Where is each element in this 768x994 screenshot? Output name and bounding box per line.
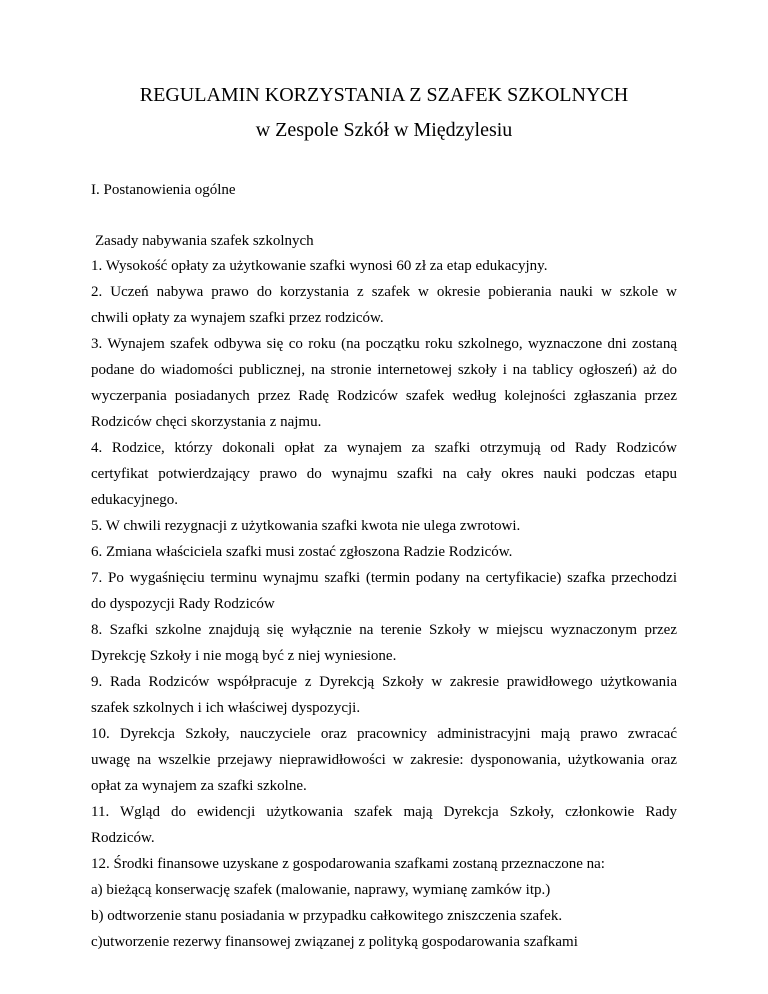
paragraph-line: podane do wiadomości publicznej, na stronie internetowej szkoły i na tablicy ogłoszeń) aż do — [91, 362, 677, 378]
paragraph-line: certyfikat potwierdzający prawo do wynajmu szafki na cały okres nauki podczas etapu — [91, 466, 677, 482]
paragraph-line: chwili opłaty za wynajem szafki przez rodziców. — [91, 310, 384, 326]
paragraph-line: b) odtworzenie stanu posiadania w przypadku całkowitego zniszczenia szafek. — [91, 908, 563, 924]
paragraph-line: edukacyjnego. — [91, 492, 179, 508]
paragraph-line: 12. Środki finansowe uzyskane z gospodarowania szafkami zostaną przeznaczone na: — [91, 856, 605, 872]
paragraph-line: Dyrekcję Szkoły i nie mogą być z niej wyniesione. — [91, 648, 397, 664]
paragraph-line: a) bieżącą konserwację szafek (malowanie, naprawy, wymianę zamków itp.) — [91, 882, 551, 898]
paragraph-line: 11. Wgląd do ewidencji użytkowania szafek mają Dyrekcja Szkoły, członkowie Rady — [91, 804, 677, 820]
paragraph-line: do dyspozycji Rady Rodziców — [91, 596, 275, 612]
paragraph-line: szafek szkolnych i ich właściwej dyspozycji. — [91, 700, 361, 716]
paragraph-line: 7. Po wygaśnięciu terminu wynajmu szafki (termin podany na certyfikacie) szafka przechodzi — [91, 570, 677, 586]
paragraph-line: c)utworzenie rezerwy finansowej związanej z polityką gospodarowania szafkami — [91, 934, 578, 950]
paragraph-line: 3. Wynajem szafek odbywa się co roku (na początku roku szkolnego, wyznaczone dni zostaną — [91, 336, 677, 352]
paragraph-line: wyczerpania posiadanych przez Radę Rodziców szafek według kolejności zgłaszania przez — [91, 388, 677, 404]
paragraph-line: Rodziców. — [91, 830, 155, 846]
paragraph-line: 6. Zmiana właściciela szafki musi zostać zgłoszona Radzie Rodziców. — [91, 544, 513, 560]
paragraph-line: opłat za wynajem za szafki szkolne. — [91, 778, 307, 794]
paragraph-line: 10. Dyrekcja Szkoły, nauczyciele oraz pracownicy administracyjni mają prawo zwracać — [91, 726, 677, 742]
section-heading: I. Postanowienia ogólne — [91, 182, 236, 198]
document-title: REGULAMIN KORZYSTANIA Z SZAFEK SZKOLNYCH — [139, 84, 629, 106]
paragraph-line: 4. Rodzice, którzy dokonali opłat za wynajem za szafki otrzymują od Rady Rodziców — [91, 440, 677, 456]
paragraph-line: 2. Uczeń nabywa prawo do korzystania z szafek w okresie pobierania nauki w szkole w — [91, 284, 677, 300]
paragraph-line: 5. W chwili rezygnacji z użytkowania szafki kwota nie ulega zwrotowi. — [91, 518, 521, 534]
paragraph-line: 1. Wysokość opłaty za użytkowanie szafki wynosi 60 zł za etap edukacyjny. — [91, 258, 548, 274]
paragraph-line: 8. Szafki szkolne znajdują się wyłącznie na terenie Szkoły w miejscu wyznaczonym przez — [91, 622, 677, 638]
subheading: Zasady nabywania szafek szkolnych — [95, 233, 314, 249]
paragraph-line: uwagę na wszelkie przejawy nieprawidłowości w zakresie: dysponowania, użytkowania oraz — [91, 752, 677, 768]
paragraph-line: Rodziców chęci skorzystania z najmu. — [91, 414, 322, 430]
document-subtitle: w Zespole Szkół w Międzylesiu — [255, 119, 513, 141]
paragraph-line: 9. Rada Rodziców współpracuje z Dyrekcją Szkoły w zakresie prawidłowego użytkowania — [91, 674, 677, 690]
